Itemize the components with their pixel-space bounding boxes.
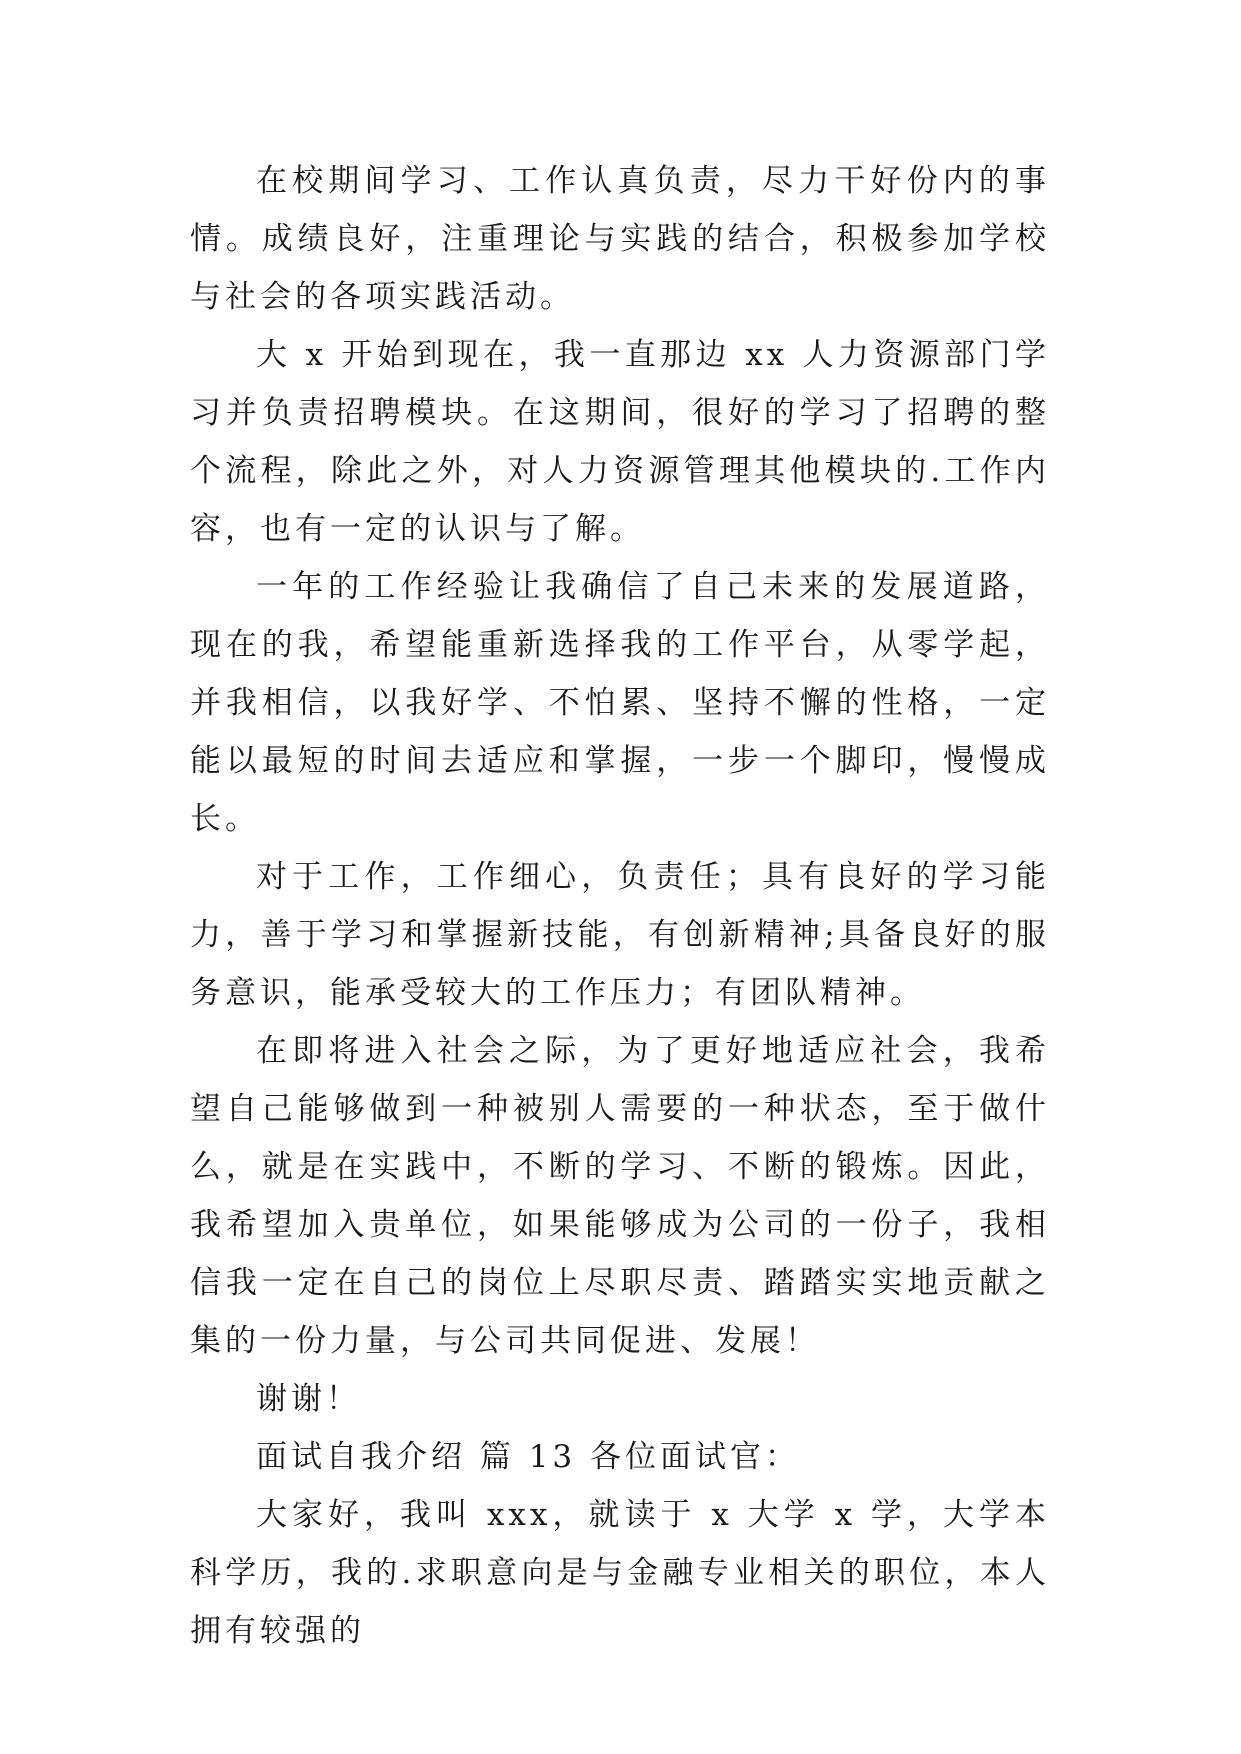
paragraph-3: 一年的工作经验让我确信了自己未来的发展道路，现在的我，希望能重新选择我的工作平台，从零学起，并我相信，以我好学、不怕累、坚持不懈的性格，一定能以最短的时间去适应和掌握，一步一个脚印，慢慢成长。 <box>190 569 1050 837</box>
paragraph-5: 在即将进入社会之际，为了更好地适应社会，我希望自己能够做到一种被别人需要的一种状态，至于做什么，就是在实践中，不断的学习、不断的锻炼。因此，我希望加入贵单位，如果能够成为公司的一份子，我相信我一定在自己的岗位上尽职尽责、踏踏实实地贡献之集的一份力量，与公司共同促进、发展！ <box>190 1033 1050 1359</box>
paragraph-thanks: 谢谢！ <box>256 1381 361 1417</box>
paragraph-1: 在校期间学习、工作认真负责，尽力干好份内的事情。成绩良好，注重理论与实践的结合，积极参加学校与社会的各项实践活动。 <box>190 163 1050 315</box>
paragraph-intro: 大家好，我叫 xxx，就读于 x 大学 x 学，大学本科学历，我的.求职意向是与金融专业相关的职位，本人拥有较强的 <box>190 1497 1050 1649</box>
document-body <box>190 152 1050 1660</box>
paragraph-4: 对于工作，工作细心，负责任；具有良好的学习能力，善于学习和掌握新技能，有创新精神;具备良好的服务意识，能承受较大的工作压力；有团队精神。 <box>190 859 1050 1011</box>
section-heading: 面试自我介绍 篇 13 各位面试官： <box>256 1439 801 1475</box>
paragraph-2: 大 x 开始到现在，我一直那边 xx 人力资源部门学习并负责招聘模块。在这期间，很好的学习了招聘的整个流程，除此之外，对人力资源管理其他模块的.工作内容，也有一定的认识与了解。 <box>190 337 1050 547</box>
